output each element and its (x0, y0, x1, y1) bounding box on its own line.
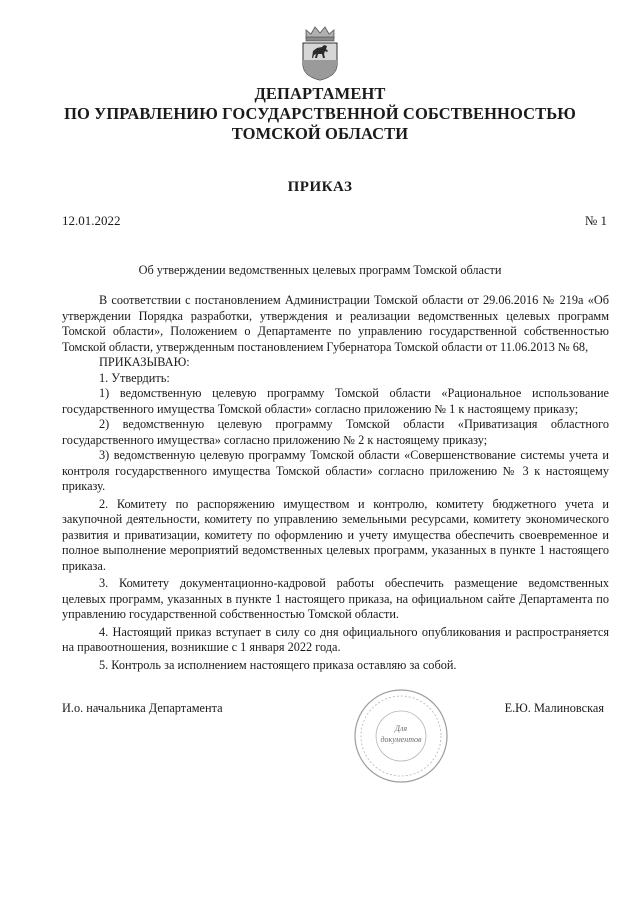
order-body (62, 293, 609, 673)
item-1-sub-3: 3) ведомственную целевую программу Томской области «Совершенствование системы учета и контроля государственного имущества Томской области» согласно приложению № 3 к настоящему приказу. (62, 448, 609, 493)
item-1-sub-1: 1) ведомственную целевую программу Томской области «Рациональное использование государственного имущества Томской области» согласно приложению № 1 к настоящему приказу; (62, 386, 609, 416)
item-1-approve: 1. Утвердить: (99, 370, 170, 385)
item-5: 5. Контроль за исполнением настоящего приказа оставляю за собой. (99, 657, 457, 672)
order-number: № 1 (584, 213, 607, 228)
document-type-title: ПРИКАЗ (287, 179, 353, 195)
item-3: 3. Комитету документационно-кадровой работы обеспечить размещение ведомственных целевых программ, указанных в пункте 1 настоящего приказа, на официальном сайте Департамента по управлению государственной собственностью Томской области. (62, 576, 609, 621)
preamble-paragraph: В соответствии с постановлением Администрации Томской области от 29.06.2016 № 219а «Об утверждении Порядка разработки, утверждения и реализации ведомственных целевых программ Томской области», Положением о Департаменте по управлению государственной собственностью Томской области, утвержденным постановлением Губернатора Томской области от 11.06.2013 № 68, (62, 293, 609, 354)
stamp-text-line-1: Для (394, 724, 408, 733)
department-name-line-2: ПО УПРАВЛЕНИЮ ГОСУДАРСТВЕННОЙ СОБСТВЕННОСТЬЮ (64, 104, 576, 123)
stamp-seal (353, 688, 449, 784)
item-2: 2. Комитету по распоряжению имуществом и контролю, комитету бюджетного учета и закупочной деятельности, комитету по управлению земельными ресурсами, комитету экономического развития и приватизации, комитету по оформлению и учету имущества обеспечить своевременное и полное выполнение мероприятий ведомственных целевых программ, указанных в пункте 1 настоящего приказа. (62, 496, 609, 573)
department-name-line-3: ТОМСКОЙ ОБЛАСТИ (231, 124, 409, 143)
order-date: 12.01.2022 (62, 213, 121, 228)
signatory-position: И.о. начальника Департамента (62, 701, 223, 715)
order-word: ПРИКАЗЫВАЮ: (99, 355, 190, 369)
order-subject: Об утверждении ведомственных целевых программ Томской области (138, 263, 502, 277)
signatory-name: Е.Ю. Малиновская (504, 701, 604, 715)
stamp-text-line-2: документов (380, 735, 422, 744)
item-4: 4. Настоящий приказ вступает в силу со дня официального опубликования и распространяется на правоотношения, возникшие с 1 января 2022 года. (62, 624, 609, 654)
tomsk-coat-of-arms-icon (300, 24, 340, 82)
department-name-line-1: ДЕПАРТАМЕНТ (254, 84, 386, 103)
item-1-sub-2: 2) ведомственную целевую программу Томской области «Приватизация областного государственного имущества» согласно приложению № 2 к настоящему приказу; (62, 417, 609, 447)
